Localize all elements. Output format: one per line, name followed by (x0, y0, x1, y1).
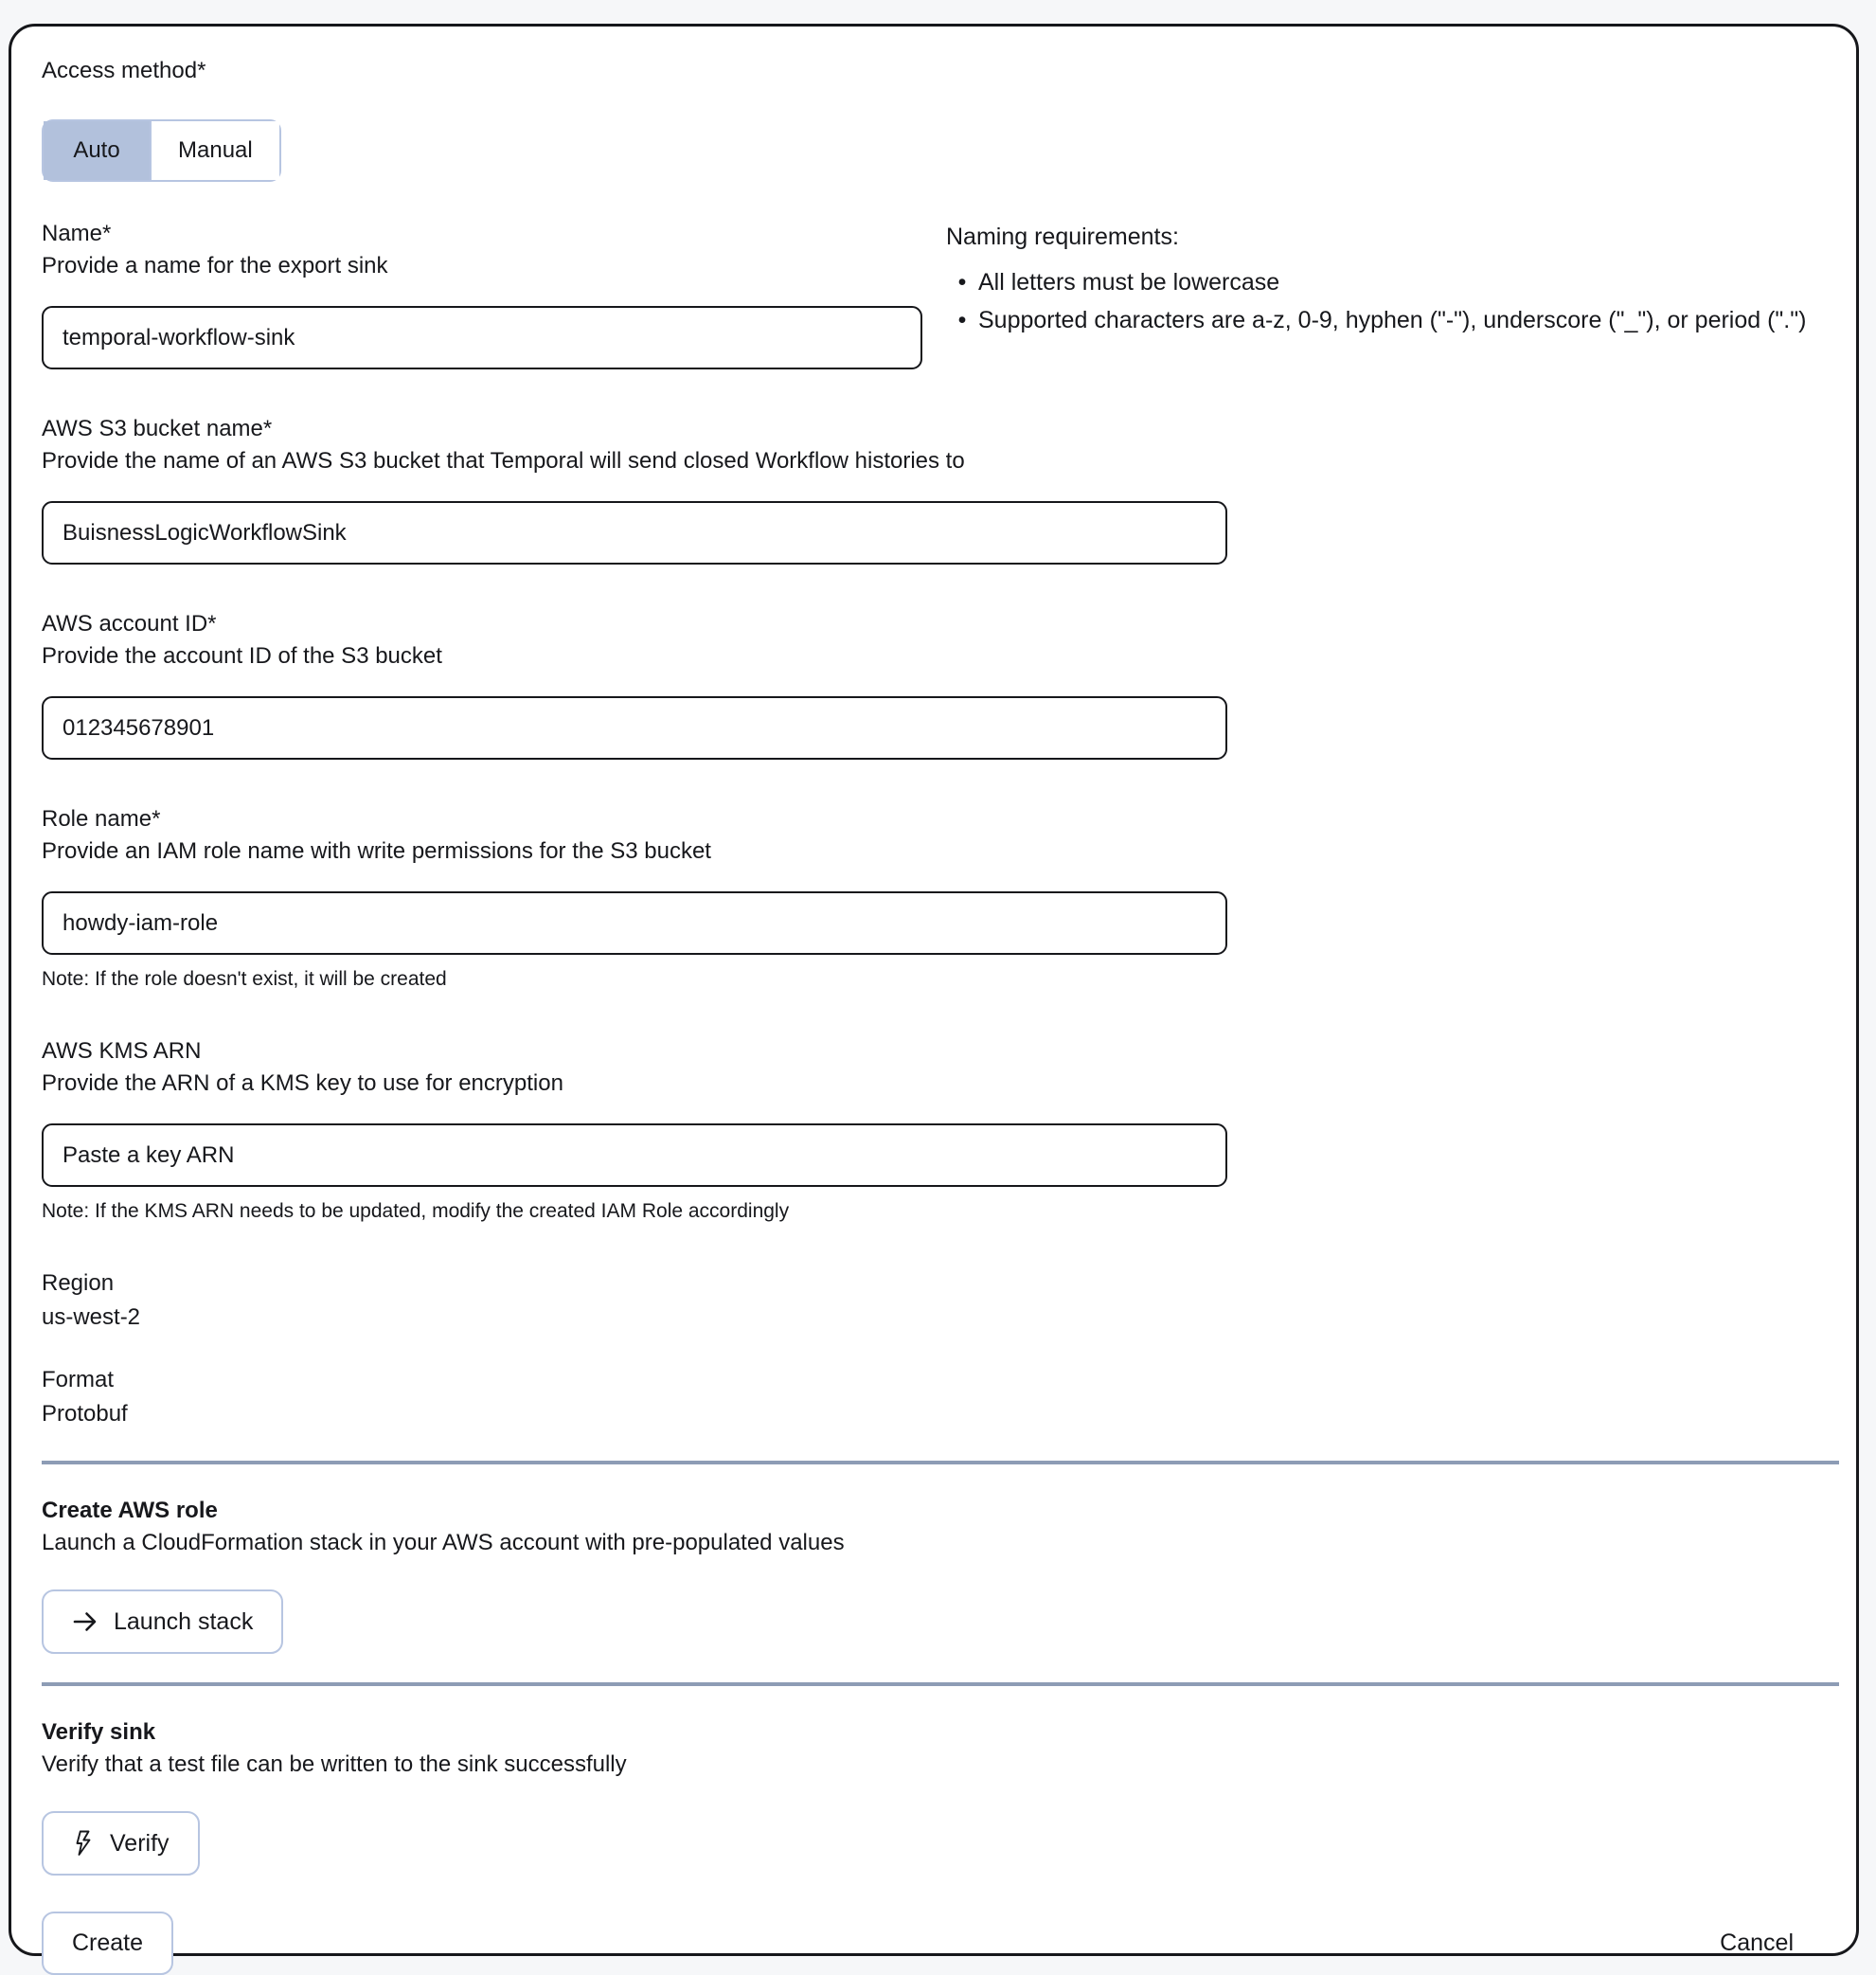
naming-requirements-list (946, 263, 1824, 339)
naming-requirements (946, 218, 1824, 413)
verify-sink-title: Verify sink (42, 1719, 156, 1745)
list-item (946, 301, 1808, 339)
format-value: Protobuf (42, 1401, 128, 1427)
kms-arn-field-group (42, 1035, 1824, 1224)
arrow-right-icon (72, 1609, 98, 1634)
verify-button[interactable] (42, 1811, 200, 1876)
bullet-icon: • (957, 269, 967, 296)
account-id-field-group (42, 608, 1824, 760)
role-name-description: Provide an IAM role name with write permissions for the S3 bucket (42, 838, 711, 864)
bullet-icon: • (957, 307, 967, 333)
role-name-input[interactable] (42, 891, 1227, 955)
s3-bucket-field-group (42, 413, 1824, 565)
cancel-button[interactable]: Cancel (1720, 1930, 1794, 1956)
verify-sink-description: Verify that a test file can be written to the sink successfully (42, 1751, 627, 1777)
create-aws-role-description: Launch a CloudFormation stack in your AWS account with pre-populated values (42, 1530, 845, 1555)
form-footer (42, 1912, 1824, 1975)
access-method-auto-button[interactable]: Auto (44, 121, 150, 180)
kms-arn-description: Provide the ARN of a KMS key to use for encryption (42, 1070, 563, 1096)
name-and-requirements-row (42, 218, 1824, 413)
create-button[interactable]: Create (42, 1912, 173, 1975)
account-id-input[interactable] (42, 696, 1227, 760)
name-input[interactable] (42, 306, 922, 369)
verify-button-label: Verify (110, 1829, 170, 1857)
s3-bucket-input[interactable] (42, 501, 1227, 565)
naming-requirements-title: Naming requirements: (946, 224, 1179, 250)
access-method-label: Access method* (42, 58, 206, 83)
create-aws-role-section (42, 1495, 1824, 1654)
region-readonly-field (42, 1267, 1824, 1334)
region-label: Region (42, 1270, 115, 1296)
format-readonly-field (42, 1364, 1824, 1430)
lightning-icon (72, 1829, 95, 1858)
export-sink-form-card (9, 24, 1859, 1956)
access-method-manual-button[interactable]: Manual (150, 121, 279, 180)
create-aws-role-title: Create AWS role (42, 1498, 218, 1523)
account-id-description: Provide the account ID of the S3 bucket (42, 643, 442, 669)
list-item (946, 263, 1808, 301)
format-label: Format (42, 1367, 115, 1392)
role-name-note: Note: If the role doesn't exist, it will be created (42, 968, 447, 990)
requirement-text: All letters must be lowercase (978, 269, 1280, 296)
role-name-field-group (42, 803, 1824, 992)
section-divider (42, 1461, 1839, 1464)
kms-arn-note: Note: If the KMS ARN needs to be updated, modify the created IAM Role accordingly (42, 1200, 790, 1222)
region-value: us-west-2 (42, 1304, 141, 1330)
role-name-label: Role name* (42, 806, 161, 832)
verify-sink-section (42, 1716, 1824, 1876)
launch-stack-button-label: Launch stack (114, 1607, 254, 1635)
name-description: Provide a name for the export sink (42, 253, 388, 278)
kms-arn-label: AWS KMS ARN (42, 1038, 202, 1064)
requirement-text: Supported characters are a-z, 0-9, hyphen ("-"), underscore ("_"), or period (".") (978, 307, 1807, 333)
s3-bucket-description: Provide the name of an AWS S3 bucket that Temporal will send closed Workflow histories to (42, 448, 965, 474)
launch-stack-button[interactable] (42, 1589, 283, 1654)
section-divider (42, 1682, 1839, 1686)
account-id-label: AWS account ID* (42, 611, 217, 637)
kms-arn-input[interactable] (42, 1123, 1227, 1187)
access-method-toggle (42, 119, 281, 182)
name-field-group (42, 218, 927, 369)
name-label: Name* (42, 221, 112, 246)
s3-bucket-label: AWS S3 bucket name* (42, 416, 273, 441)
